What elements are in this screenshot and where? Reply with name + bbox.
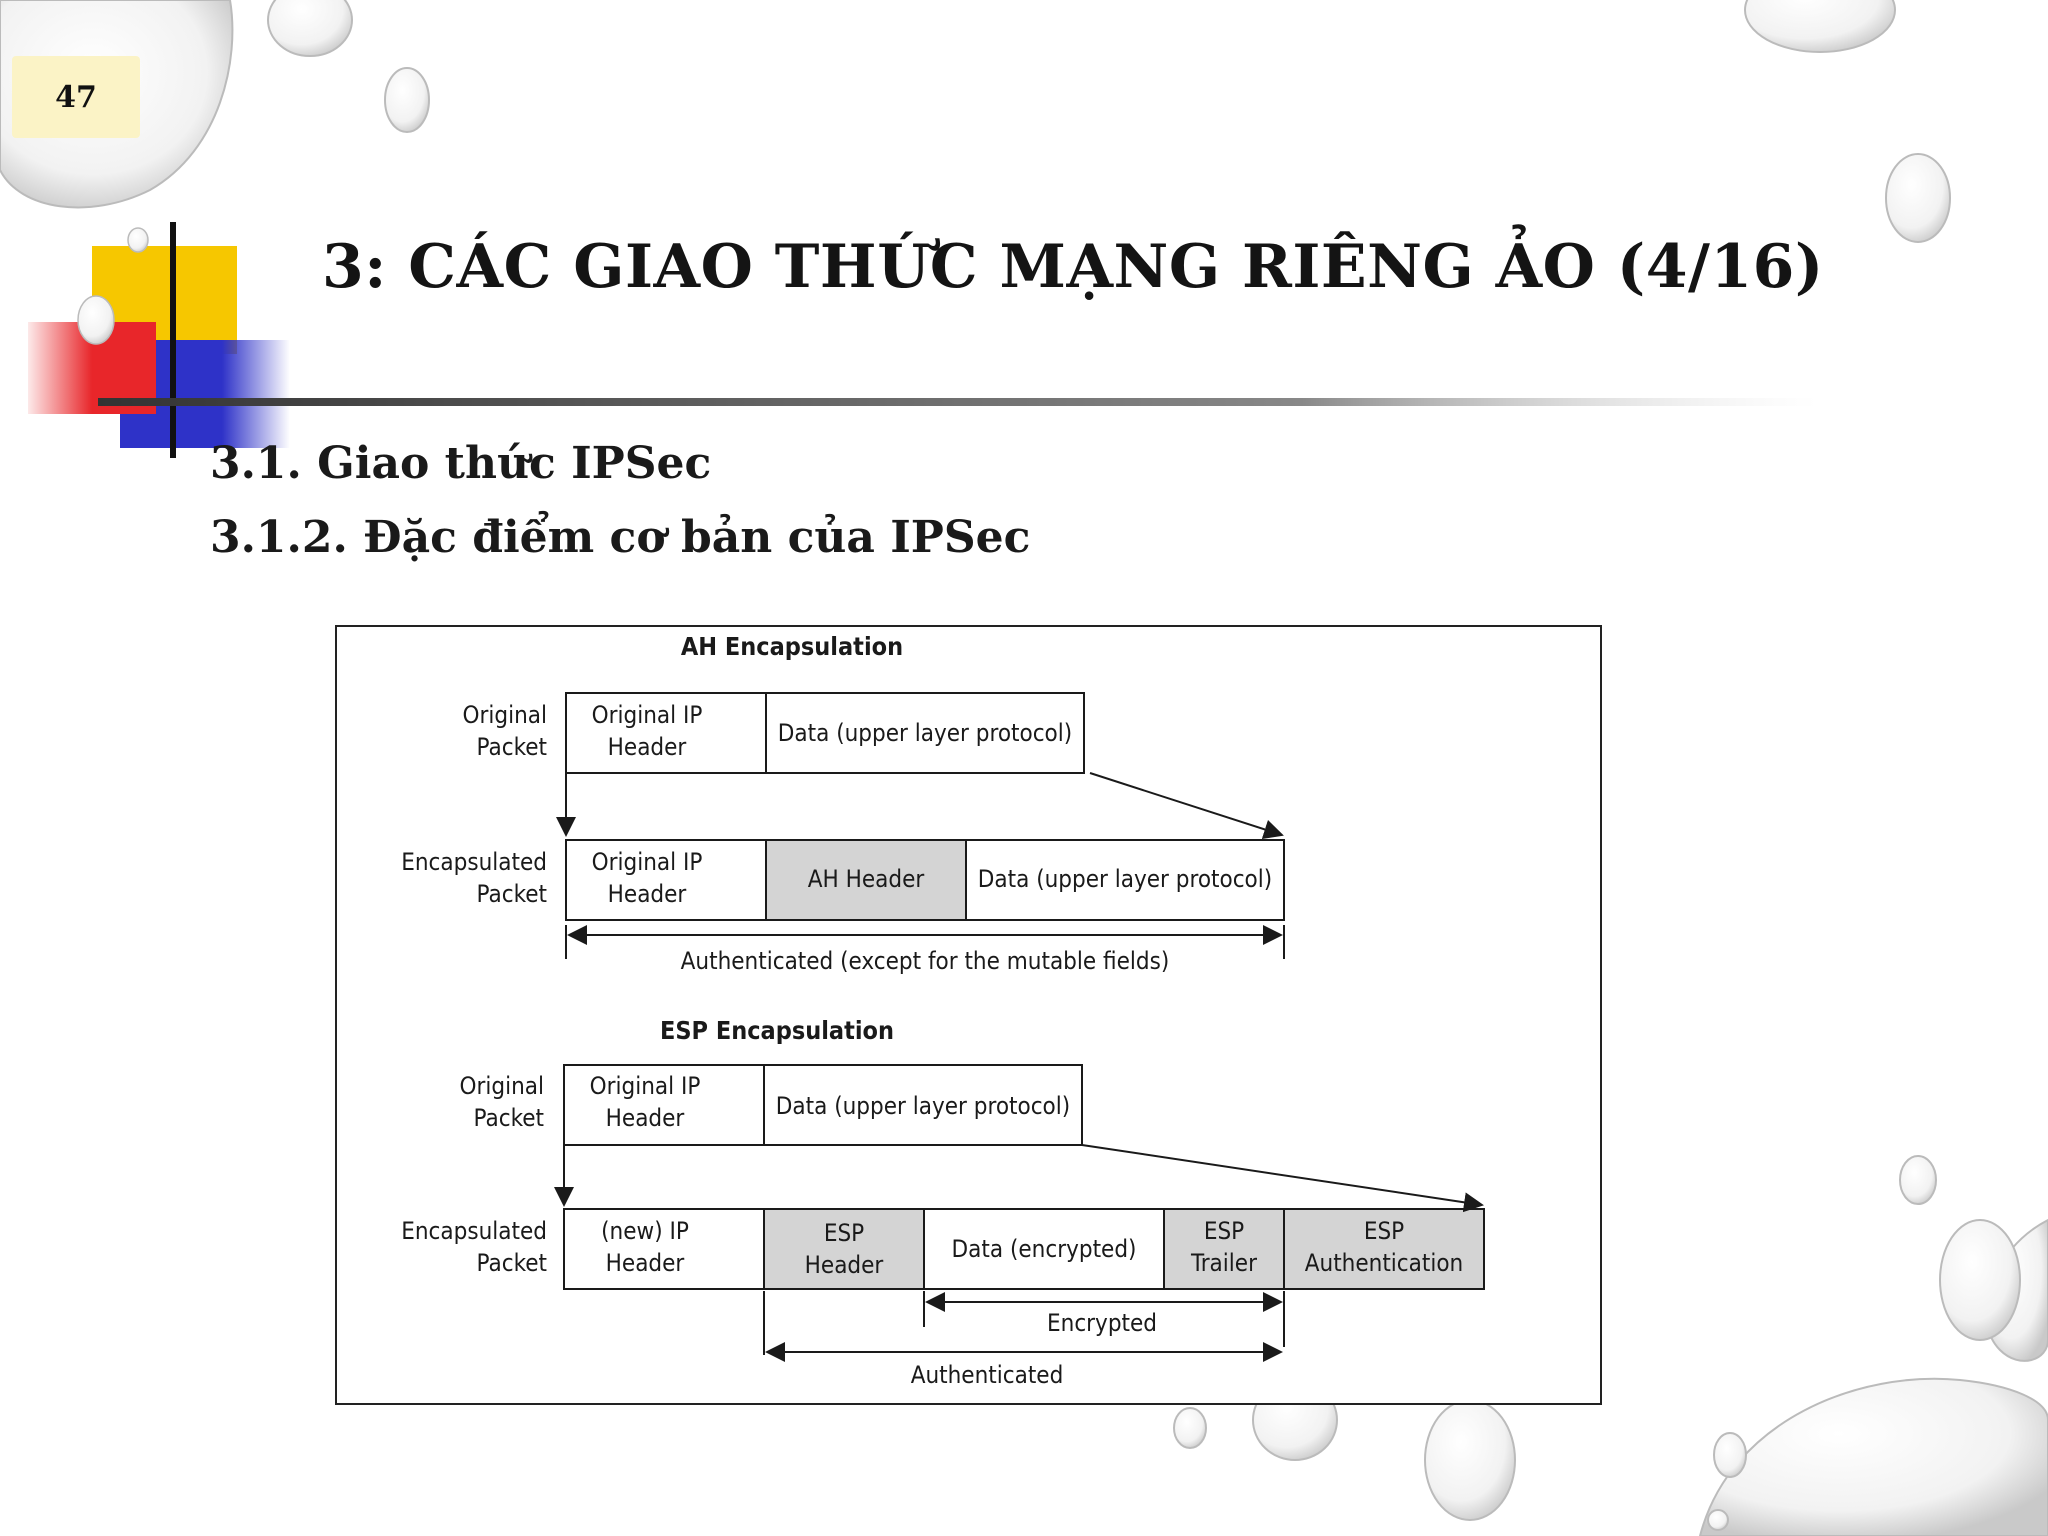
section-heading: 3.1. Giao thức IPSec [210,438,712,489]
esp-data-label: Data (encrypted) [951,1235,1137,1263]
subsection-heading: 3.1.2. Đặc điểm cơ bản của IPSec [210,512,1031,563]
ah-header-label: AH Header [807,865,925,893]
page-number: 47 [12,56,140,138]
esp-enc-label-line2: Packet [476,1249,547,1277]
ah-enc-ip-line2: Header [607,880,687,908]
ah-orig-ip-line2: Header [607,733,687,761]
ah-enc-label-line1: Encapsulated [401,848,547,876]
slide-title: 3: CÁC GIAO THỨC MẠNG RIÊNG ẢO (4/16) [322,232,1824,302]
esp-enc-ip-line1: (new) IP [601,1217,689,1245]
ah-orig-label-line1: Original [462,701,547,729]
esp-orig-data: Data (upper layer protocol) [775,1092,1071,1120]
esp-auth-line1: ESP [1363,1217,1405,1245]
esp-trailer-line2: Trailer [1191,1249,1257,1277]
ah-enc-ip-line1: Original IP [591,848,703,876]
esp-enc-label-line1: Encapsulated [401,1217,547,1245]
ah-orig-data: Data (upper layer protocol) [777,719,1073,747]
esp-trailer-line1: ESP [1203,1217,1245,1245]
esp-orig-label-line1: Original [459,1072,544,1100]
esp-header-line2: Header [804,1251,884,1279]
esp-orig-label-line2: Packet [473,1104,544,1132]
ah-orig-label-line2: Packet [476,733,547,761]
esp-orig-ip-line2: Header [605,1104,685,1132]
ah-orig-ip-line1: Original IP [591,701,703,729]
esp-auth-line2: Authentication [1304,1249,1464,1277]
ah-auth-label: Authenticated (except for the mutable fields) [680,947,1170,975]
ah-enc-data: Data (upper layer protocol) [977,865,1273,893]
esp-header-line1: ESP [823,1219,865,1247]
esp-orig-ip-line1: Original IP [589,1072,701,1100]
esp-encrypted-label: Encrypted [1046,1309,1158,1337]
ah-enc-label-line2: Packet [476,880,547,908]
esp-enc-ip-line2: Header [605,1249,685,1277]
esp-heading: ESP Encapsulation [659,1016,895,1045]
ipsec-encapsulation-diagram [335,625,1602,1405]
ah-heading: AH Encapsulation [680,632,904,661]
esp-authenticated-label: Authenticated [910,1361,1064,1389]
